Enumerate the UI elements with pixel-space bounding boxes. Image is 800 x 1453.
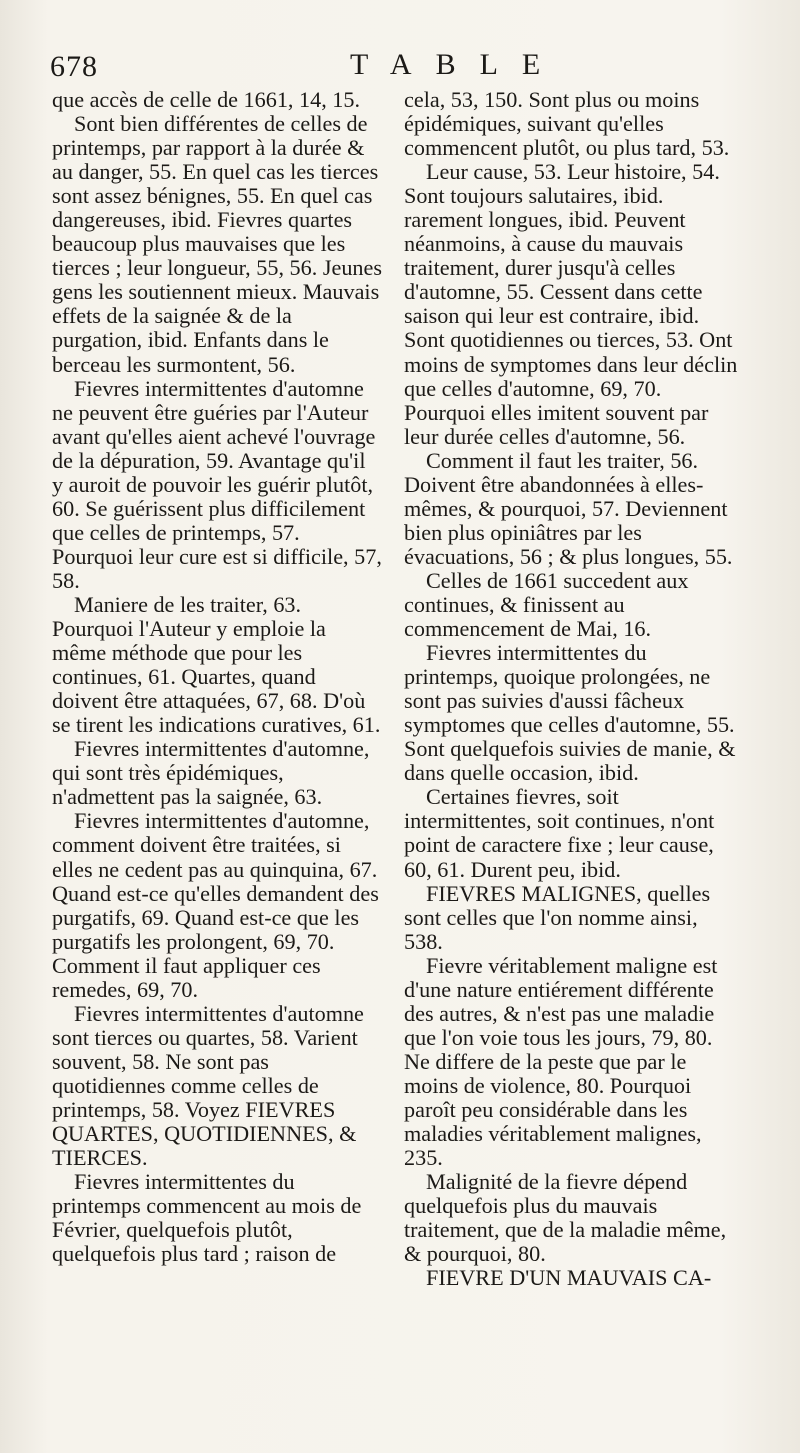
index-entry: Celles de 1661 succedent aux continues, & finissent au commencement de Mai, 16.	[404, 567, 689, 642]
right-column	[404, 88, 738, 1290]
left-column	[52, 88, 382, 1266]
index-entry: Maniere de les traiter, 63. Pourquoi l'Auteur y emploie la même méthode que pour les continues, 61. Quartes, quand doivent être attaquées, 67, 68. D'où se tirent les indications curatives, 61.	[52, 591, 381, 738]
index-entry: Sont bien différentes de celles de printemps, par rapport à la durée & au danger, 55. En quel cas les tierces sont assez bénignes, 55. En quel cas dangereuses, ibid. Fievres quartes beaucoup plus mauvaises que les tierces ; leur longueur, 55, 56. Jeunes gens les soutiennent mieux. Mauvais effets de la saignée & de la purgation, ibid. Enfants dans le berceau les surmontent, 56.	[52, 111, 382, 377]
index-entry: Comment il faut les traiter, 56. Doivent être abandonnées à elles-mêmes, & pourquoi, 57. Deviennent bien plus opiniâtres par les évacuations, 56 ; & plus longues, 55.	[404, 447, 733, 569]
index-entry: Fievres intermittentes du printemps, quoique prolongées, ne sont pas suivies d'aussi fâcheux symptomes que celles d'automne, 55. Sont quelquefois suivies de manie, & dans quelle occasion, ibid.	[404, 640, 736, 786]
index-entry: Malignité de la fievre dépend quelquefois plus du mauvais traitement, que de la maladie même, & pourquoi, 80.	[404, 1169, 727, 1267]
index-entry: que accès de celle de 1661, 14, 15.	[52, 87, 361, 112]
index-entry: Fievres intermittentes d'automne ne peuvent être guéries par l'Auteur avant qu'elles aient achevé l'ouvrage de la dépuration, 59. Avantage qu'il y auroit de pouvoir les guérir plutôt, 60. Se guérissent plus difficilement que celles de printemps, 57. Pourquoi leur cure est si difficile, 57, 58.	[52, 375, 382, 593]
index-entry: Fievres intermittentes d'automne sont tierces ou quartes, 58. Varient souvent, 58. Ne sont pas quotidiennes comme celles de printemps, 58. Voyez FIEVRES QUARTES, QUOTIDIENNES, & TIERCES.	[52, 1000, 364, 1171]
index-entry: Fievres intermittentes d'automne, qui sont très épidémiques, n'admettent pas la saignée, 63.	[52, 736, 370, 810]
index-entry: cela, 53, 150. Sont plus ou moins épidémiques, suivant qu'elles commencent plutôt, ou plus tard, 53.	[404, 87, 730, 161]
running-title: TABLE	[350, 48, 565, 81]
index-entry: Leur cause, 53. Leur histoire, 54. Sont toujours salutaires, ibid. rarement longues, ibid. Peuvent néanmoins, à cause du mauvais traitement, durer jusqu'à celles d'automne, 55. Cessent dans cette saison qui leur est contraire, ibid. Sont quotidiennes ou tierces, 53. Ont moins de symptomes dans leur déclin que celles d'automne, 69, 70. Pourquoi elles imitent souvent par leur durée celles d'automne, 56.	[404, 159, 738, 449]
index-entry: FIEVRE D'UN MAUVAIS CA-	[426, 1265, 712, 1291]
index-entry: Fievres intermittentes du printemps commencent au mois de Février, quelquefois plutôt, quelquefois plus tard ; raison de	[52, 1169, 362, 1267]
page-number: 678	[50, 50, 98, 83]
running-header	[50, 42, 750, 82]
index-entry: Fievres intermittentes d'automne, comment doivent être traitées, si elles ne cedent pas au quinquina, 67. Quand est-ce qu'elles demandent des purgatifs, 69. Quand est-ce que les purgatifs les prolongent, 69, 70. Comment il faut appliquer ces remedes, 69, 70.	[52, 808, 379, 1002]
index-entry: Fievre véritablement maligne est d'une nature entiérement différente des autres, & n'est pas une maladie que l'on voie tous les jours, 79, 80. Ne differe de la peste que par le moins de violence, 80. Pourquoi paroît peu considérable dans les maladies véritablement malignes, 235.	[404, 952, 718, 1171]
index-entry: Certaines fievres, soit intermittentes, soit continues, n'ont point de caractere fixe ; leur cause, 60, 61. Durent peu, ibid.	[404, 784, 715, 882]
index-entry: FIEVRES MALIGNES, quelles sont celles que l'on nomme ainsi, 538.	[404, 880, 711, 954]
